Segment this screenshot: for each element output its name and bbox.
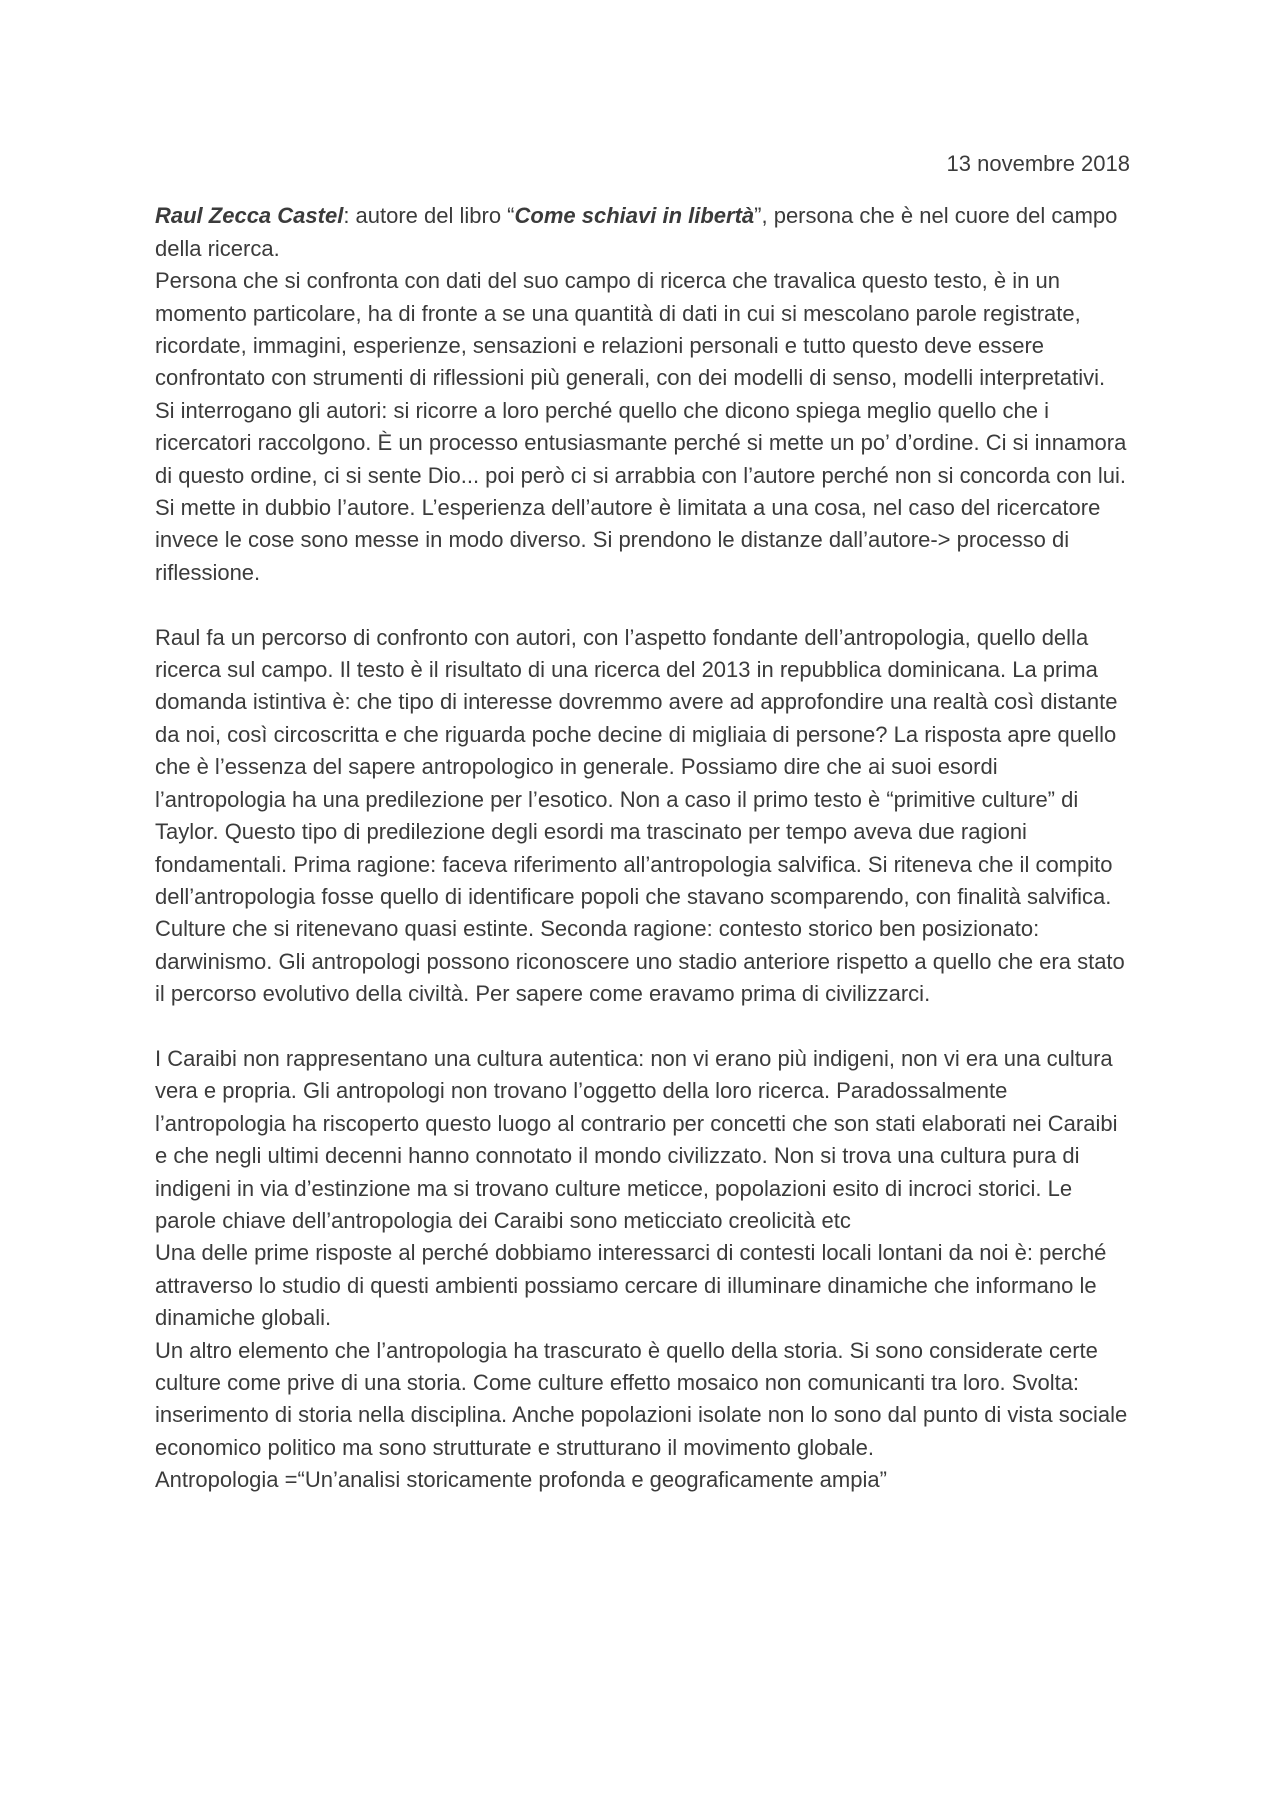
book-title: Come schiavi in libertà [514,203,755,229]
paragraph-risposte: Una delle prime risposte al perché dobbiamo interessarci di contesti locali lontani da noi è: perché attraverso lo studio di questi ambienti possiamo cercare di illuminare dinamiche che informano le dinamiche globali. [155,1240,1107,1331]
document-date: 13 novembre 2018 [946,151,1130,176]
paragraph-storia: Un altro elemento che l’antropologia ha trascurato è quello della storia. Si sono considerate certe culture come prive di una storia. Come culture effetto mosaico non comunicanti tra loro. Svolta: inserimento di storia nella disciplina. Anche popolazioni isolate non lo sono dal punto di vista sociale economico politico ma sono strutturate e strutturano il movimento globale. [155,1337,1128,1460]
paragraph-persona: Persona che si confronta con dati del suo campo di ricerca che travalica questo testo, è in un momento particolare, ha di fronte a se una quantità di dati in cui si mescolano parole registrate, ricordate, immagini, esperienze, sensazioni e relazioni personali e tutto questo deve essere confrontato con strumenti di riflessioni più generali, con dei modelli di senso, modelli interpretativi. Si interrogano gli autori: si ricorre a loro perché quello che dicono spiega meglio quello che i ricercatori raccolgono. È un processo entusiasmante perché si mette un po’ d’ordine. Ci si innamora di questo ordine, ci si sente Dio... poi però ci si arrabbia con l’autore perché non si concorda con lui. Si mette in dubbio l’autore. L’esperienza dell’autore è limitata a una cosa, nel caso del ricercatore invece le cose sono messe in modo diverso. Si prendono le distanze dall’autore-> processo di riflessione. [155,268,1127,585]
paragraph-caraibi: I Caraibi non rappresentano una cultura autentica: non vi erano più indigeni, non vi era una cultura vera e propria. Gli antropologi non trovano l’oggetto della loro ricerca. Paradossalmente l’antropologia ha riscoperto questo luogo al contrario per concetti che son stati elaborati nei Caraibi e che negli ultimi decenni hanno connotato il mondo civilizzato. Non si trova una cultura pura di indigeni in via d’estinzione ma si trovano culture meticce, popolazioni esito di incroci storici. Le parole chiave dell’antropologia dei Caraibi sono meticciato creolicità etc [155,1045,1118,1233]
paragraph-raul-percorso: Raul fa un percorso di confronto con autori, con l’aspetto fondante dell’antropologia, quello della ricerca sul campo. Il testo è il risultato di una ricerca del 2013 in repubblica dominicana. La prima domanda istintiva è: che tipo di interesse dovremmo avere ad approfondire una realtà così distante da noi, così circoscritta e che riguarda poche decine di migliaia di persone? La risposta apre quello che è l’essenza del sapere antropologico in generale. Possiamo dire che ai suoi esordi l’antropologia ha una predilezione per l’esotico. Non a caso il primo testo è “primitive culture” di Taylor. Questo tipo di predilezione degli esordi ma trascinato per tempo aveva due ragioni fondamentali. Prima ragione: faceva riferimento all’antropologia salvifica. Si riteneva che il compito dell’antropologia fosse quello di identificare popoli che stavano scomparendo, con finalità salvifica. Culture che si ritenevano quasi estinte. Seconda ragione: contesto storico ben posizionato: darwinismo. Gli antropologi possono riconoscere uno stadio anteriore rispetto a quello che era stato il percorso evolutivo della civiltà. Per sapere come eravamo prima di civilizzarci. [155,624,1125,1007]
intro-text-b: ”, persona che è nel cuore del campo della ricerca. [155,203,1118,261]
document-body [155,148,1130,1497]
intro-paragraph [155,200,1130,265]
paragraph-definizione: Antropologia =“Un’analisi storicamente profonda e geograficamente ampia” [155,1467,887,1493]
intro-text-a: : autore del libro “ [343,203,515,229]
author-name: Raul Zecca Castel [155,203,344,229]
